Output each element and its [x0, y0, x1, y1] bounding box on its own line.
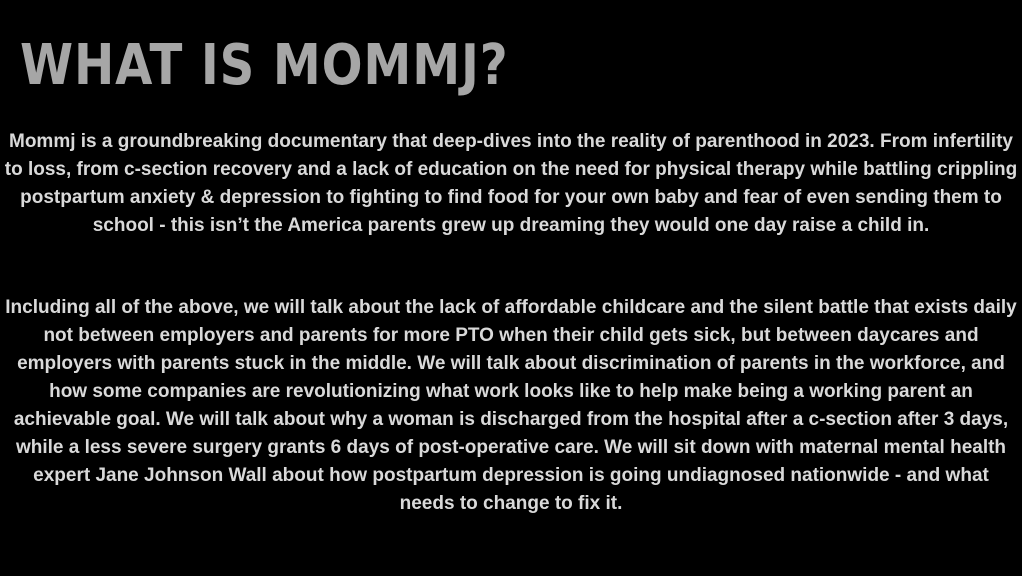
intro-paragraph: Mommj is a groundbreaking documentary that deep-dives into the reality of parenthood in 2023. From infertility to loss, from c-section recovery and a lack of education on the need for physical therapy while battling crippling postpartum anxiety & depression to fighting to find food for your own baby and fear of even sending them to school - this isn’t the America parents grew up dreaming they would one day raise a child in. [4, 131, 1018, 236]
page-title: WHAT IS MOMMJ? [20, 33, 509, 98]
topics-paragraph: Including all of the above, we will talk about the lack of affordable childcare and the silent battle that exists daily not between employers and parents for more PTO when their child gets sick, but between daycares and employers with parents stuck in the middle. We will talk about discrimination of parents in the workforce, and how some companies are revolutionizing what work looks like to help make being a working parent an achievable goal. We will talk about why a woman is discharged from the hospital after a c-section after 3 days, while a less severe surgery grants 6 days of post-operative care. We will sit down with maternal mental health expert Jane Johnson Wall about how postpartum depression is going undiagnosed nationwide - and what needs to change to fix it. [5, 297, 1017, 514]
